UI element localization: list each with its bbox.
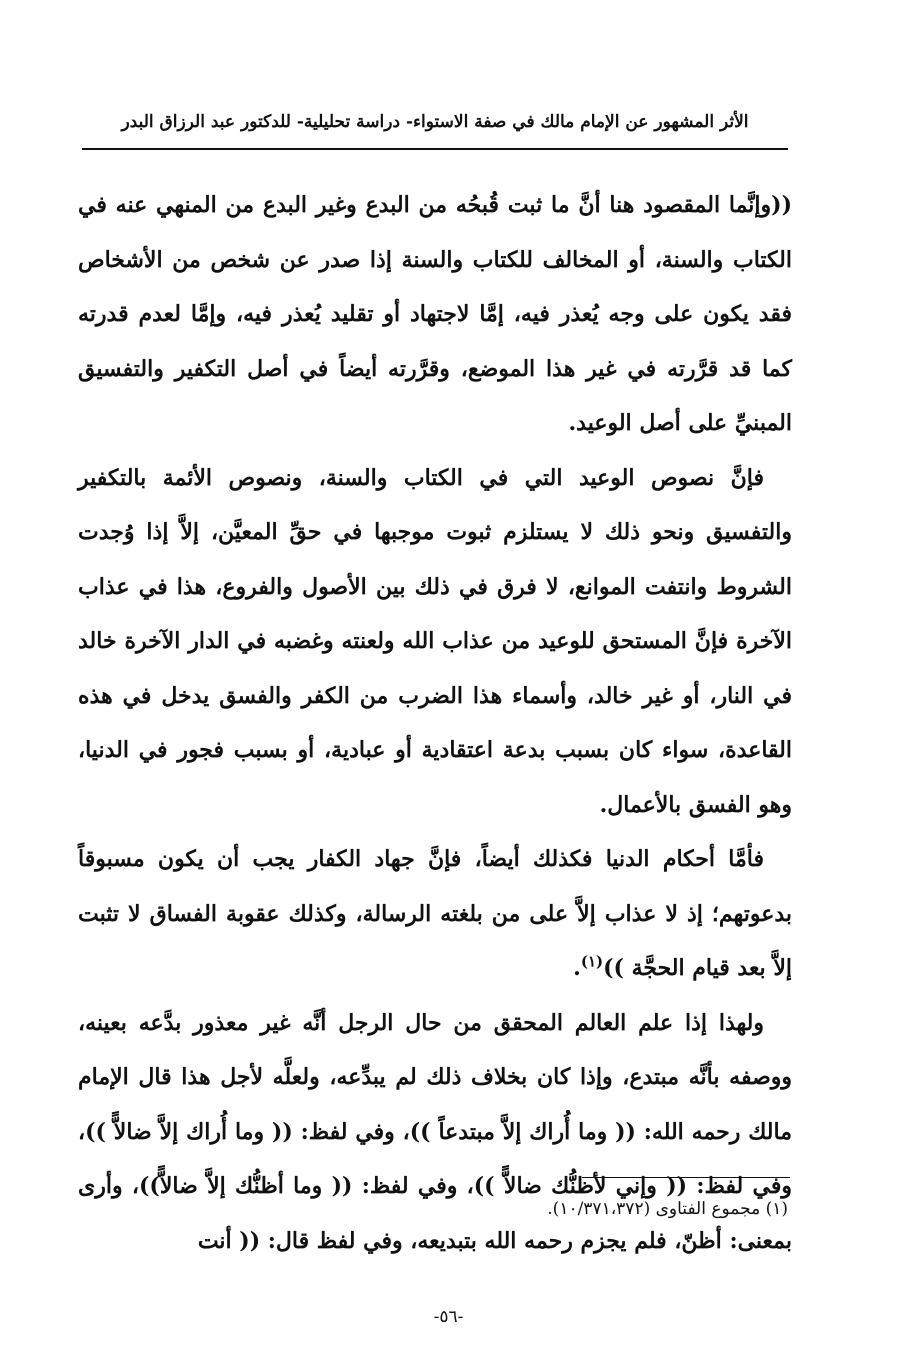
paragraph-2: فإنَّ نصوص الوعيد التي في الكتاب والسنة، ونصوص الأئمة بالتكفير والتفسيق ونحو ذلك لا يستلزم ثبوت موجبها في حقِّ المعيَّن، إلاَّ إذا وُجدت الشروط وانتفت الموانع، لا فرق في ذلك بين الأصول والفروع، هذا في عذاب الآخرة فإنَّ المستحق للوعيد من عذاب الله ولعنته وغضبه في الدار الآخرة خالد في النار، أو غير خالد، وأسماء هذا الضرب من الكفر والفسق يدخل في هذه القاعدة، سواء كان بسبب بدعة اعتقادية أو عبادية، أو بسبب فجور في الدنيا، وهو الفسق بالأعمال. <box>78 464 792 818</box>
paragraph-4: ولهذا إذا علم العالم المحقق من حال الرجل أنَّه غير معذور بدَّعه بعينه، ووصفه بأنَّه مبتدع، وإذا كان بخلاف ذلك لم يبدِّعه، ولعلَّه لأجل هذا قال الإمام مالك رحمه الله: (( وما أُراك إلاَّ مبتدعاً ))، وفي لفظ: (( وما أُراك إلاَّ ضالاًّ ))، وفي لفظ: (( وإني لأظنُّك ضالاًّ ))، وفي لفظ: (( وما أظنُّك إلاَّ ضالاًّ))، وأرى بمعنى: أظنّ، فلم يجزم رحمه الله بتبديعه، وفي لفظ قال: (( أنت <box>78 1009 792 1254</box>
paragraph-1: ((وإنَّما المقصود هنا أنَّ ما ثبت قُبحُه من البدع وغير البدع من المنهي عنه في الكتاب والسنة، أو المخالف للكتاب والسنة إذا صدر عن شخص من الأشخاص فقد يكون على وجه يُعذر فيه، إمَّا لاجتهاد أو تقليد يُعذر فيه، وإمَّا لعدم قدرته كما قد قرَّرته في غير هذا الموضع، وقرَّرته أيضاً في أصل التكفير والتفسيق المبنيِّ على أصل الوعيد. <box>78 192 792 436</box>
footnote: (١) مجموع الفتاوى (١٠/٣٧١،٣٧٢). <box>547 1199 788 1219</box>
body-text <box>78 178 792 1268</box>
paragraph-3 <box>78 832 792 996</box>
paragraph-3-end: . <box>573 955 581 981</box>
footnote-marker: (١) <box>580 952 604 971</box>
footnote-rule <box>582 1177 790 1178</box>
running-header: الأثر المشهور عن الإمام مالك في صفة الاستواء- دراسة تحليلية- للدكتور عبد الرزاق البدر <box>121 112 749 132</box>
paragraph-3-text: فأمَّا أحكام الدنيا فكذلك أيضاً، فإنَّ جهاد الكفار يجب أن يكون مسبوقاً بدعوتهم؛ إذ لا عذاب إلاَّ على من بلغته الرسالة، وكذلك عقوبة الفساق لا تثبت إلاَّ بعد قيام الحجَّة )) <box>78 846 792 981</box>
page-number: -٥٦- <box>433 1307 464 1327</box>
header-rule <box>82 148 788 150</box>
